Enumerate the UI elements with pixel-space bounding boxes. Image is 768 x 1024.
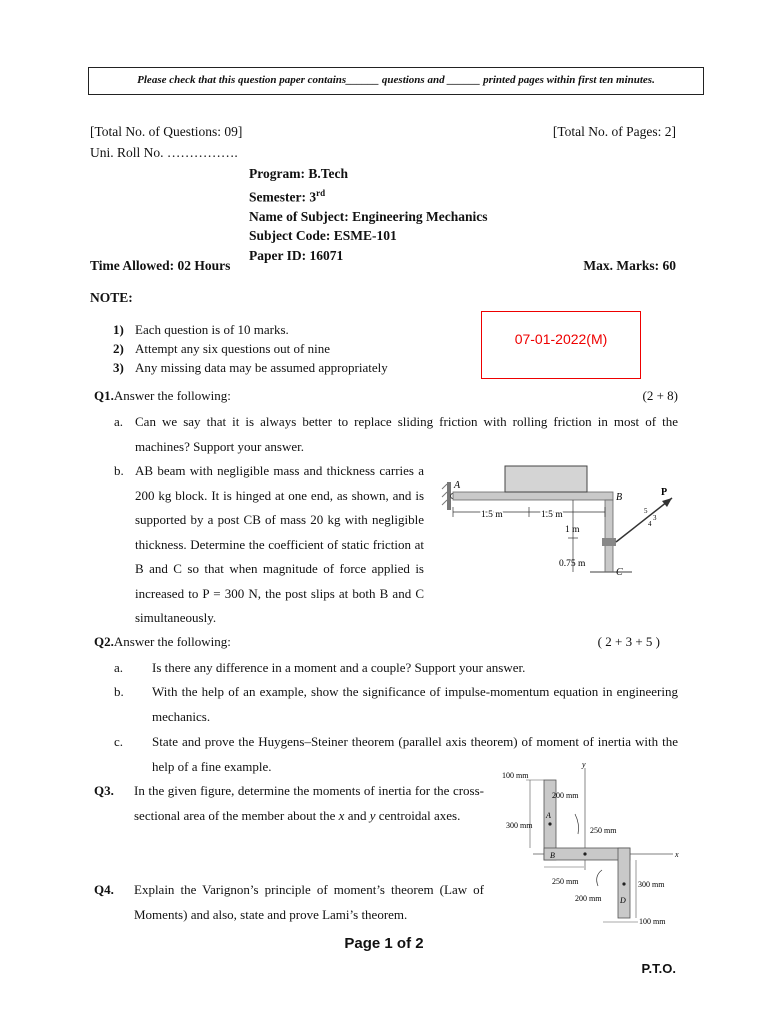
label-a: A bbox=[546, 811, 551, 820]
q2-heading: Q2.Answer the following: bbox=[94, 634, 231, 649]
max-marks: Max. Marks: 60 bbox=[583, 258, 676, 273]
q4-label: Q4. bbox=[94, 882, 114, 897]
force-p-arrow bbox=[616, 498, 672, 542]
q1-marks: (2 + 8) bbox=[642, 388, 678, 403]
note-item: 3) Any missing data may be assumed appropriately bbox=[113, 360, 388, 375]
q3-label: Q3. bbox=[94, 783, 114, 798]
q1a-label: a. bbox=[114, 414, 124, 429]
total-questions: [Total No. of Questions: 09] bbox=[90, 124, 243, 139]
dim-300mm: 300 mm bbox=[506, 821, 533, 830]
subject-name: Name of Subject: Engineering Mechanics bbox=[249, 208, 488, 224]
instruction-notice: Please check that this question paper contains______ questions and ______ printed pages within first ten minutes. bbox=[88, 67, 704, 95]
program: Program: B.Tech bbox=[249, 166, 348, 181]
dim-250mm-b: 250 mm bbox=[552, 877, 579, 886]
dim-1-5m-b: 1.5 m bbox=[541, 510, 563, 520]
q2-marks: ( 2 + 3 + 5 ) bbox=[597, 634, 660, 649]
time-allowed: Time Allowed: 02 Hours bbox=[90, 258, 231, 273]
slope-4: 4 bbox=[648, 520, 652, 528]
q2c-label: c. bbox=[114, 734, 124, 749]
q2a-text: Is there any difference in a moment and a couple? Support your answer. bbox=[152, 660, 526, 675]
q1-beam-figure bbox=[440, 460, 690, 585]
dim-200mm-b: 200 mm bbox=[575, 894, 602, 903]
dim-100mm-b: 100 mm bbox=[639, 917, 666, 926]
web-b bbox=[544, 848, 630, 860]
q2b-text: With the help of an example, show the significance of impulse-momentum equation in engineering mechanics. bbox=[152, 684, 678, 724]
post-cb bbox=[605, 500, 613, 572]
collar bbox=[602, 538, 616, 546]
paper-id: Paper ID: 16071 bbox=[249, 247, 344, 263]
total-pages: [Total No. of Pages: 2] bbox=[552, 124, 676, 139]
label-c: C bbox=[616, 567, 623, 578]
label-a: A bbox=[454, 480, 461, 491]
label-p: P bbox=[661, 487, 668, 498]
q3-text: In the given figure, determine the moments of inertia for the cross-sectional area of the member about the x and y centroidal axes. bbox=[134, 783, 484, 823]
q3-section-figure bbox=[498, 760, 688, 930]
paper-details bbox=[249, 164, 487, 265]
label-x: x bbox=[675, 850, 679, 859]
semester: Semester: 3rd bbox=[249, 187, 326, 204]
label-d: D bbox=[620, 896, 626, 905]
dim-250mm: 250 mm bbox=[590, 826, 617, 835]
label-b: B bbox=[550, 851, 555, 860]
slope-3: 3 bbox=[653, 514, 657, 522]
beam-ab bbox=[453, 492, 613, 500]
slope-5: 5 bbox=[644, 507, 648, 515]
q2b-label: b. bbox=[114, 684, 124, 699]
dim-100mm-top: 100 mm bbox=[502, 771, 529, 780]
pto-label: P.T.O. bbox=[641, 961, 676, 976]
note-title: NOTE: bbox=[90, 290, 133, 305]
roll-number: Uni. Roll No. ……………. bbox=[90, 145, 238, 160]
subject-code: Subject Code: ESME-101 bbox=[249, 228, 397, 243]
note-item: 2) Attempt any six questions out of nine bbox=[113, 341, 330, 356]
note-item: 1) Each question is of 10 marks. bbox=[113, 322, 289, 337]
dim-200mm: 200 mm bbox=[552, 791, 579, 800]
block bbox=[505, 466, 587, 492]
q2c-text: State and prove the Huygens–Steiner theorem (parallel axis theorem) of moment of inertia with the help of a fine example. bbox=[152, 734, 678, 774]
dim-1-5m-a: 1.5 m bbox=[481, 510, 503, 520]
q1b-text: AB beam with negligible mass and thickness carries a 200 kg block. It is hinged at one end, as shown, and is supported by a post CB of mass 20 kg with negligible thickness. Determine the coefficient of static friction at B and C so that when magnitude of force applied is increased to P = 300 N, the post slips at both B and C simultaneously. bbox=[135, 463, 424, 625]
label-y: y bbox=[582, 760, 586, 769]
q4-text: Explain the Varignon’s principle of moment’s theorem (Law of Moments) and also, state and prove Lami’s theorem. bbox=[134, 882, 484, 922]
page-number: Page 1 of 2 bbox=[344, 935, 424, 952]
q1b-label: b. bbox=[114, 463, 124, 478]
dim-0-75m: 0.75 m bbox=[559, 559, 586, 569]
note-list bbox=[113, 320, 388, 377]
q1-heading: Q1.Answer the following: bbox=[94, 388, 231, 403]
dim-300mm-r: 300 mm bbox=[638, 880, 665, 889]
date-stamp: 07-01-2022(M) bbox=[481, 311, 641, 379]
q2a-label: a. bbox=[114, 660, 124, 675]
dim-1m: 1 m bbox=[565, 525, 580, 535]
label-b: B bbox=[616, 492, 623, 503]
q1a-text: Can we say that it is always better to replace sliding friction with rolling friction in most of the machines? Support your answer. bbox=[135, 414, 678, 454]
